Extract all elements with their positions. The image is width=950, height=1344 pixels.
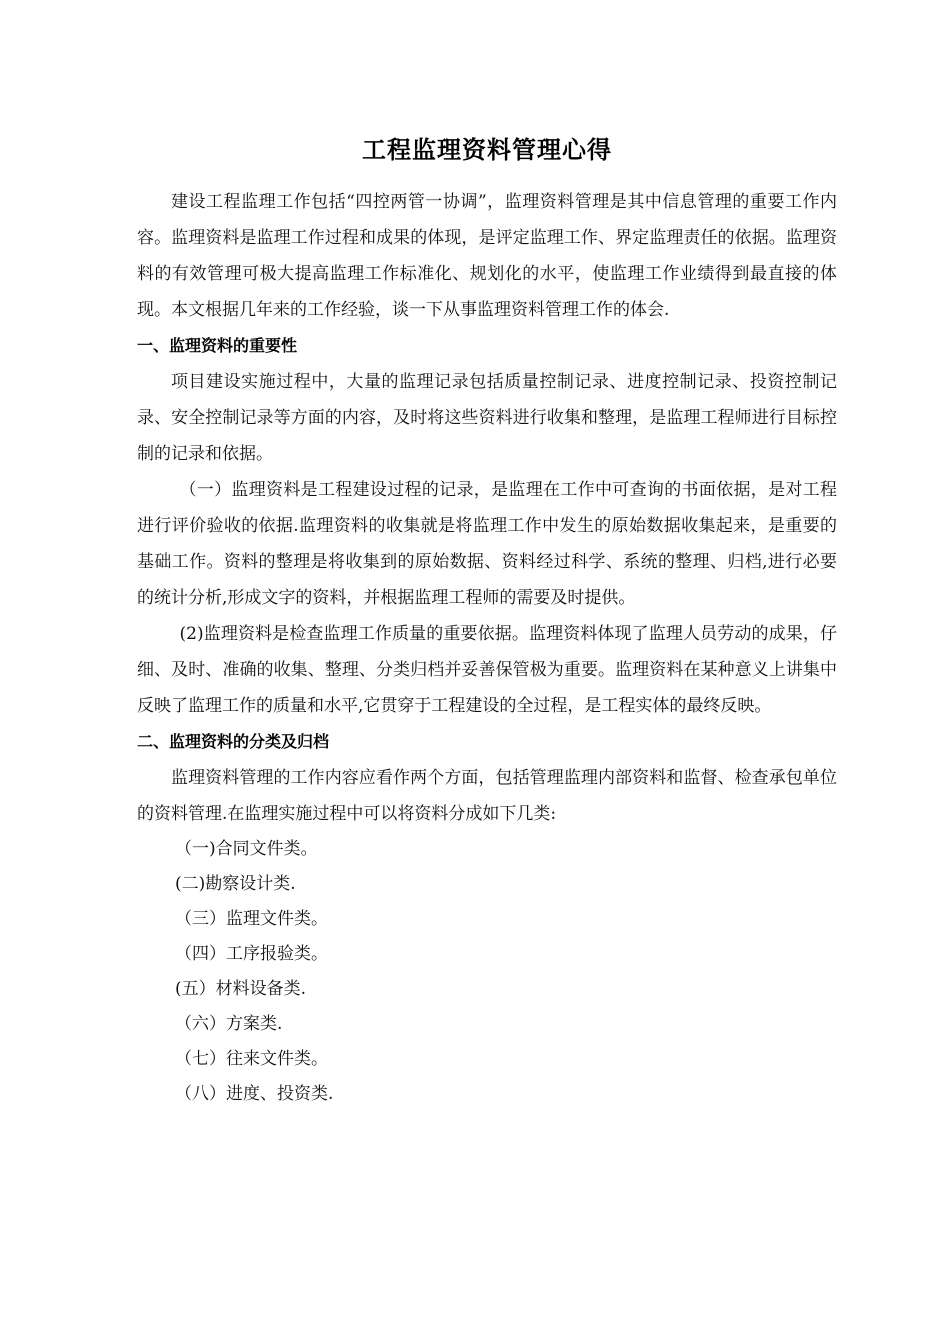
section-2-heading: 二、监理资料的分类及归档 <box>137 732 330 751</box>
list-item: (五）材料设备类. <box>175 979 307 999</box>
list-item: （三）监理文件类。 <box>175 909 328 929</box>
section-2-paragraph-1: 监理资料管理的工作内容应看作两个方面，包括管理监理内部资料和监督、检查承包单位的资料管理.在监理实施过程中可以将资料分成如下几类: <box>137 768 837 824</box>
section-1-paragraph-1: 项目建设实施过程中，大量的监理记录包括质量控制记录、进度控制记录、投资控制记录、安全控制记录等方面的内容，及时将这些资料进行收集和整理，是监理工程师进行目标控制的记录和依据。 <box>137 372 837 464</box>
section-1-paragraph-3: (2)监理资料是检查监理工作质量的重要依据。监理资料体现了监理人员劳动的成果，仔细、及时、准确的收集、整理、分类归档并妥善保管极为重要。监理资料在某种意义上讲集中反映了监理工作的质量和水平,它贯穿于工程建设的全过程，是工程实体的最终反映。 <box>137 624 837 716</box>
document-title: 工程监理资料管理心得 <box>362 136 612 164</box>
list-item: （一)合同文件类。 <box>175 839 318 859</box>
document-content <box>137 130 837 1112</box>
section-1-paragraph-2: （一）监理资料是工程建设过程的记录，是监理在工作中可查询的书面依据，是对工程进行评价验收的依据.监理资料的收集就是将监理工作中发生的原始数据收集起来，是重要的基础工作。资料的整理是将收集到的原始数据、资料经过科学、系统的整理、归档,进行必要的统计分析,形成文字的资料，并根据监理工程师的需要及时提供。 <box>137 480 837 608</box>
list-item: （四）工序报验类。 <box>175 944 328 964</box>
category-list <box>137 832 837 1112</box>
list-item: （六）方案类. <box>175 1014 283 1034</box>
list-item: （七）往来文件类。 <box>175 1049 328 1069</box>
list-item: （八）进度、投资类. <box>175 1084 334 1104</box>
section-1-heading: 一、监理资料的重要性 <box>137 336 298 355</box>
intro-paragraph: 建设工程监理工作包括“四控两管一协调”，监理资料管理是其中信息管理的重要工作内容。监理资料是监理工作过程和成果的体现，是评定监理工作、界定监理责任的依据。监理资料的有效管理可极大提高监理工作标准化、规划化的水平，使监理工作业绩得到最直接的体现。本文根据几年来的工作经验，谈一下从事监理资料管理工作的体会. <box>137 192 837 320</box>
list-item: (二)勘察设计类. <box>175 874 296 894</box>
